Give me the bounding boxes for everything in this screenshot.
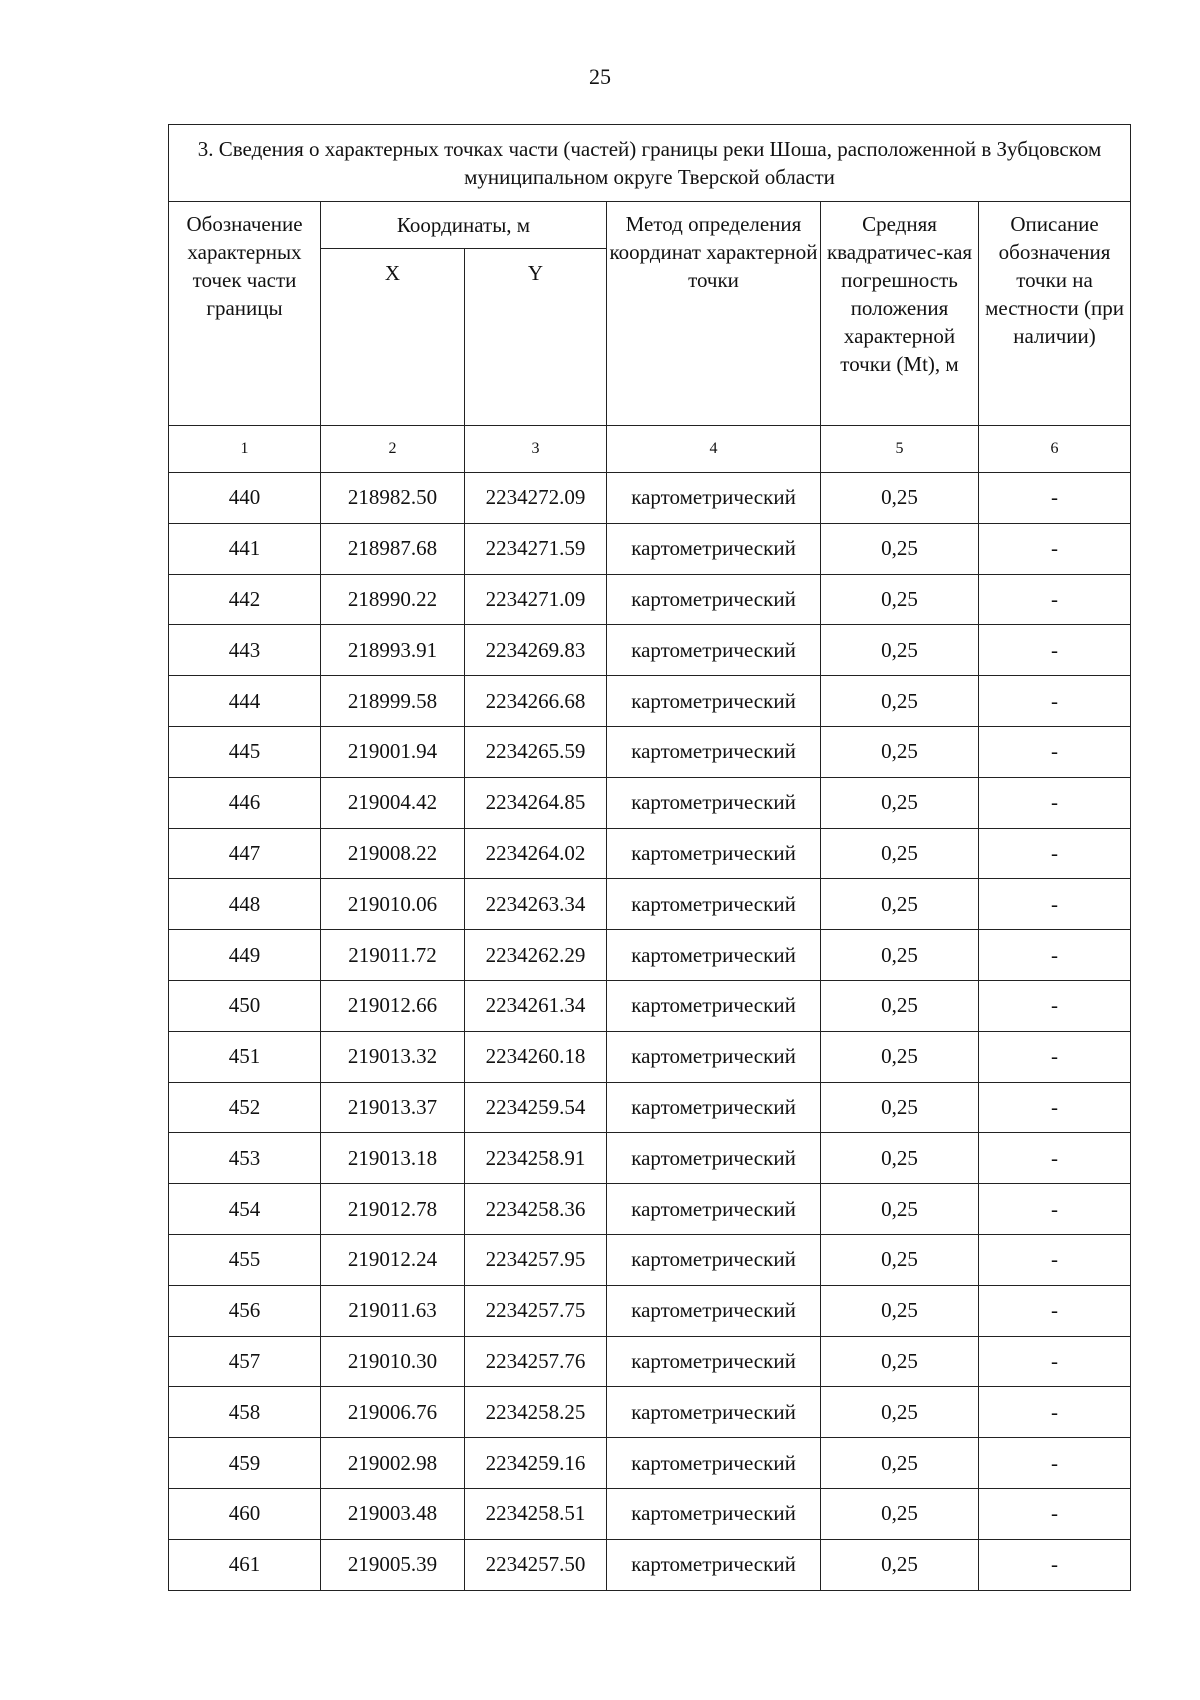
x-coordinate-cell: 218987.68 xyxy=(321,523,465,574)
y-coordinate-cell: 2234272.09 xyxy=(465,473,607,524)
error-cell: 0,25 xyxy=(821,523,979,574)
y-coordinate-cell: 2234258.91 xyxy=(465,1133,607,1184)
y-coordinate-cell: 2234257.95 xyxy=(465,1234,607,1285)
method-cell: картометрический xyxy=(607,1234,821,1285)
description-cell: - xyxy=(979,676,1131,727)
header-error: Средняя квадратичес-кая погрешность положения характерной точки (Mt), м xyxy=(821,202,979,426)
error-cell: 0,25 xyxy=(821,879,979,930)
header-method: Метод определения координат характерной точки xyxy=(607,202,821,426)
point-id-cell: 458 xyxy=(169,1387,321,1438)
point-id-cell: 450 xyxy=(169,980,321,1031)
y-coordinate-cell: 2234264.02 xyxy=(465,828,607,879)
header-y: Y xyxy=(465,249,607,426)
error-cell: 0,25 xyxy=(821,1387,979,1438)
method-cell: картометрический xyxy=(607,1387,821,1438)
point-id-cell: 451 xyxy=(169,1031,321,1082)
column-number: 4 xyxy=(607,426,821,473)
error-cell: 0,25 xyxy=(821,726,979,777)
point-id-cell: 440 xyxy=(169,473,321,524)
y-coordinate-cell: 2234258.36 xyxy=(465,1184,607,1235)
x-coordinate-cell: 219005.39 xyxy=(321,1539,465,1590)
point-id-cell: 454 xyxy=(169,1184,321,1235)
method-cell: картометрический xyxy=(607,777,821,828)
table-row xyxy=(169,1234,1131,1285)
point-id-cell: 460 xyxy=(169,1488,321,1539)
description-cell: - xyxy=(979,625,1131,676)
description-cell: - xyxy=(979,879,1131,930)
column-number: 1 xyxy=(169,426,321,473)
header-x: X xyxy=(321,249,465,426)
table-row xyxy=(169,1184,1131,1235)
error-cell: 0,25 xyxy=(821,625,979,676)
method-cell: картометрический xyxy=(607,1336,821,1387)
point-id-cell: 455 xyxy=(169,1234,321,1285)
description-cell: - xyxy=(979,1387,1131,1438)
point-id-cell: 445 xyxy=(169,726,321,777)
table-row xyxy=(169,726,1131,777)
x-coordinate-cell: 219013.37 xyxy=(321,1082,465,1133)
boundary-points-table xyxy=(168,124,1131,1591)
x-coordinate-cell: 219010.06 xyxy=(321,879,465,930)
error-cell: 0,25 xyxy=(821,930,979,981)
error-cell: 0,25 xyxy=(821,473,979,524)
x-coordinate-cell: 219008.22 xyxy=(321,828,465,879)
y-coordinate-cell: 2234258.25 xyxy=(465,1387,607,1438)
y-coordinate-cell: 2234266.68 xyxy=(465,676,607,727)
y-coordinate-cell: 2234258.51 xyxy=(465,1488,607,1539)
method-cell: картометрический xyxy=(607,1539,821,1590)
x-coordinate-cell: 219012.78 xyxy=(321,1184,465,1235)
method-cell: картометрический xyxy=(607,879,821,930)
point-id-cell: 448 xyxy=(169,879,321,930)
x-coordinate-cell: 219001.94 xyxy=(321,726,465,777)
page-number: 25 xyxy=(589,64,611,89)
column-number: 5 xyxy=(821,426,979,473)
description-cell: - xyxy=(979,828,1131,879)
column-number-row xyxy=(169,426,1131,473)
x-coordinate-cell: 218982.50 xyxy=(321,473,465,524)
method-cell: картометрический xyxy=(607,828,821,879)
method-cell: картометрический xyxy=(607,1133,821,1184)
method-cell: картометрический xyxy=(607,1184,821,1235)
table-row xyxy=(169,1133,1131,1184)
method-cell: картометрический xyxy=(607,523,821,574)
error-cell: 0,25 xyxy=(821,574,979,625)
table-row xyxy=(169,1488,1131,1539)
y-coordinate-cell: 2234262.29 xyxy=(465,930,607,981)
y-coordinate-cell: 2234269.83 xyxy=(465,625,607,676)
table-row xyxy=(169,1539,1131,1590)
table-row xyxy=(169,1387,1131,1438)
method-cell: картометрический xyxy=(607,1438,821,1489)
x-coordinate-cell: 219011.63 xyxy=(321,1285,465,1336)
method-cell: картометрический xyxy=(607,473,821,524)
table-row xyxy=(169,1031,1131,1082)
error-cell: 0,25 xyxy=(821,1031,979,1082)
table-row xyxy=(169,1285,1131,1336)
y-coordinate-cell: 2234257.76 xyxy=(465,1336,607,1387)
y-coordinate-cell: 2234257.50 xyxy=(465,1539,607,1590)
point-id-cell: 461 xyxy=(169,1539,321,1590)
table-row xyxy=(169,523,1131,574)
method-cell: картометрический xyxy=(607,930,821,981)
error-cell: 0,25 xyxy=(821,676,979,727)
x-coordinate-cell: 219003.48 xyxy=(321,1488,465,1539)
description-cell: - xyxy=(979,1336,1131,1387)
y-coordinate-cell: 2234264.85 xyxy=(465,777,607,828)
y-coordinate-cell: 2234257.75 xyxy=(465,1285,607,1336)
x-coordinate-cell: 219002.98 xyxy=(321,1438,465,1489)
y-coordinate-cell: 2234260.18 xyxy=(465,1031,607,1082)
point-id-cell: 447 xyxy=(169,828,321,879)
table-title: 3. Сведения о характерных точках части (частей) границы реки Шоша, расположенной в Зубцовском муниципальном округе Тверской области xyxy=(169,125,1131,202)
x-coordinate-cell: 218990.22 xyxy=(321,574,465,625)
point-id-cell: 452 xyxy=(169,1082,321,1133)
table-row xyxy=(169,473,1131,524)
point-id-cell: 456 xyxy=(169,1285,321,1336)
description-cell: - xyxy=(979,1488,1131,1539)
description-cell: - xyxy=(979,1438,1131,1489)
description-cell: - xyxy=(979,1133,1131,1184)
method-cell: картометрический xyxy=(607,1488,821,1539)
column-number: 6 xyxy=(979,426,1131,473)
description-cell: - xyxy=(979,574,1131,625)
description-cell: - xyxy=(979,1285,1131,1336)
table-row xyxy=(169,1082,1131,1133)
x-coordinate-cell: 219013.32 xyxy=(321,1031,465,1082)
x-coordinate-cell: 219012.66 xyxy=(321,980,465,1031)
description-cell: - xyxy=(979,1082,1131,1133)
error-cell: 0,25 xyxy=(821,1285,979,1336)
error-cell: 0,25 xyxy=(821,828,979,879)
description-cell: - xyxy=(979,726,1131,777)
x-coordinate-cell: 218999.58 xyxy=(321,676,465,727)
y-coordinate-cell: 2234265.59 xyxy=(465,726,607,777)
point-id-cell: 446 xyxy=(169,777,321,828)
description-cell: - xyxy=(979,980,1131,1031)
error-cell: 0,25 xyxy=(821,1488,979,1539)
description-cell: - xyxy=(979,777,1131,828)
error-cell: 0,25 xyxy=(821,777,979,828)
table-row xyxy=(169,828,1131,879)
method-cell: картометрический xyxy=(607,625,821,676)
error-cell: 0,25 xyxy=(821,1184,979,1235)
point-id-cell: 453 xyxy=(169,1133,321,1184)
y-coordinate-cell: 2234271.09 xyxy=(465,574,607,625)
table-row xyxy=(169,1438,1131,1489)
method-cell: картометрический xyxy=(607,980,821,1031)
table-row xyxy=(169,777,1131,828)
y-coordinate-cell: 2234261.34 xyxy=(465,980,607,1031)
point-id-cell: 459 xyxy=(169,1438,321,1489)
header-description: Описание обозначения точки на местности (при наличии) xyxy=(979,202,1131,426)
y-coordinate-cell: 2234263.34 xyxy=(465,879,607,930)
point-id-cell: 442 xyxy=(169,574,321,625)
y-coordinate-cell: 2234259.16 xyxy=(465,1438,607,1489)
y-coordinate-cell: 2234271.59 xyxy=(465,523,607,574)
error-cell: 0,25 xyxy=(821,1539,979,1590)
table-row xyxy=(169,625,1131,676)
column-number: 3 xyxy=(465,426,607,473)
description-cell: - xyxy=(979,523,1131,574)
x-coordinate-cell: 219006.76 xyxy=(321,1387,465,1438)
description-cell: - xyxy=(979,1031,1131,1082)
description-cell: - xyxy=(979,1234,1131,1285)
y-coordinate-cell: 2234259.54 xyxy=(465,1082,607,1133)
table-row xyxy=(169,930,1131,981)
x-coordinate-cell: 219011.72 xyxy=(321,930,465,981)
table-row xyxy=(169,1336,1131,1387)
description-cell: - xyxy=(979,1184,1131,1235)
header-coordinates: Координаты, м xyxy=(321,202,607,249)
error-cell: 0,25 xyxy=(821,1438,979,1489)
description-cell: - xyxy=(979,473,1131,524)
error-cell: 0,25 xyxy=(821,1336,979,1387)
error-cell: 0,25 xyxy=(821,980,979,1031)
error-cell: 0,25 xyxy=(821,1133,979,1184)
x-coordinate-cell: 218993.91 xyxy=(321,625,465,676)
method-cell: картометрический xyxy=(607,1031,821,1082)
description-cell: - xyxy=(979,1539,1131,1590)
method-cell: картометрический xyxy=(607,574,821,625)
error-cell: 0,25 xyxy=(821,1082,979,1133)
point-id-cell: 441 xyxy=(169,523,321,574)
x-coordinate-cell: 219012.24 xyxy=(321,1234,465,1285)
method-cell: картометрический xyxy=(607,1082,821,1133)
table-row xyxy=(169,980,1131,1031)
point-id-cell: 443 xyxy=(169,625,321,676)
point-id-cell: 449 xyxy=(169,930,321,981)
table-body xyxy=(169,473,1131,1591)
x-coordinate-cell: 219010.30 xyxy=(321,1336,465,1387)
table-row xyxy=(169,879,1131,930)
method-cell: картометрический xyxy=(607,676,821,727)
table-row xyxy=(169,676,1131,727)
method-cell: картометрический xyxy=(607,1285,821,1336)
description-cell: - xyxy=(979,930,1131,981)
point-id-cell: 457 xyxy=(169,1336,321,1387)
method-cell: картометрический xyxy=(607,726,821,777)
table-row xyxy=(169,574,1131,625)
error-cell: 0,25 xyxy=(821,1234,979,1285)
point-id-cell: 444 xyxy=(169,676,321,727)
x-coordinate-cell: 219013.18 xyxy=(321,1133,465,1184)
x-coordinate-cell: 219004.42 xyxy=(321,777,465,828)
header-designation: Обозначение характерных точек части границы xyxy=(169,202,321,426)
column-number: 2 xyxy=(321,426,465,473)
